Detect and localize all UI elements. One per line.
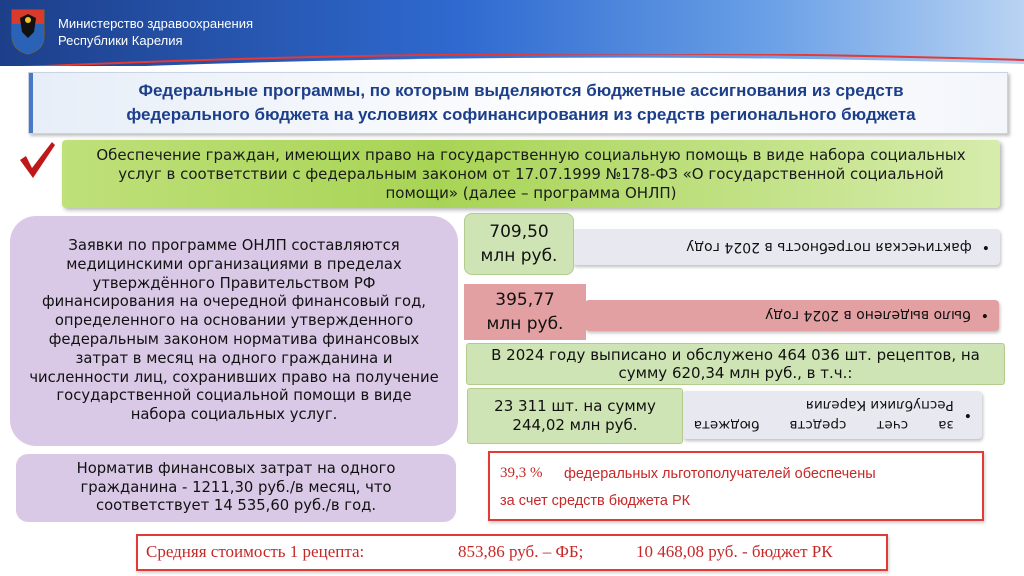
actual-need-unit: млн руб. <box>480 246 558 266</box>
actual-need-amount: 709,50 <box>489 222 549 242</box>
allocated-bar <box>585 300 999 331</box>
allocated-label: было выделено в 2024 году <box>765 307 971 324</box>
regional-budget-bar <box>682 391 982 439</box>
page-title-box <box>28 72 1008 134</box>
bullet-icon: • <box>981 239 990 255</box>
average-cost-regional: 10 468,08 руб. - бюджет РК <box>636 542 833 561</box>
page-title-line-1: Федеральные программы, по которым выделяются бюджетные ассигнования из средств <box>138 81 904 100</box>
coverage-line-2: за счет средств бюджета РК <box>500 493 691 509</box>
program-text: Обеспечение граждан, имеющих право на государственную социальную помощь в виде набора социальных услуг в соответствии с федеральным законом от 17.07.1999 №178-ФЗ «О государственной социальной помощи» (далее – программа ОНЛП) <box>96 145 966 202</box>
actual-need-value <box>464 213 574 275</box>
title-accent <box>29 73 33 133</box>
ministry-line-1: Министерство здравоохранения <box>58 16 253 31</box>
page-title-line-2: федерального бюджета на условиях софинансирования из средств регионального бюджета <box>126 105 916 124</box>
regional-budget-label: за счет средств бюджета Республики Карелия <box>693 397 954 433</box>
ministry-line-2: Республики Карелия <box>58 33 183 48</box>
coverage-percent: 39,3 % <box>500 465 543 481</box>
allocated-amount: 395,77 <box>495 290 555 310</box>
allocated-value <box>464 284 586 340</box>
coat-of-arms-icon <box>8 6 48 56</box>
regional-budget-amount: 23 311 шт. на сумму 244,02 млн руб. <box>494 397 656 434</box>
actual-need-bar <box>572 229 1000 265</box>
prescriptions-info <box>466 343 1005 385</box>
program-description <box>62 140 1000 208</box>
average-cost-federal: 853,86 руб. – ФБ; <box>458 542 584 561</box>
ministry-name <box>58 15 253 49</box>
applications-text: Заявки по программе ОНЛП составляются медицинскими организациями в пределах утверждённого Правительством РФ финансирования на очередной финансовый год, определенного на основании утвержденного федеральным законом норматива финансовых затрат в месяц на одного гражданина и численности лиц, сохранивших право на получение государственной социальной помощи в виде набора социальных услуг. <box>29 237 439 424</box>
page-title <box>41 79 1001 127</box>
coverage-note <box>488 451 984 521</box>
average-cost-box <box>136 534 888 571</box>
coverage-line-1: федеральных льготополучателей обеспечены <box>564 466 876 482</box>
applications-info <box>10 216 458 446</box>
normative-info <box>16 454 456 522</box>
allocated-unit: млн руб. <box>486 314 564 334</box>
average-cost-label: Средняя стоимость 1 рецепта: <box>146 542 365 561</box>
checkmark-icon <box>18 140 56 180</box>
bullet-icon: • <box>963 407 972 423</box>
bullet-icon: • <box>980 307 989 324</box>
header-curve <box>0 54 1024 66</box>
normative-text: Норматив финансовых затрат на одного гражданина - 1211,30 руб./в месяц, что соответствует 14 535,60 руб./в год. <box>76 459 396 515</box>
prescriptions-text: В 2024 году выписано и обслужено 464 036 шт. рецептов, на сумму 620,34 млн руб., в т.ч.: <box>491 346 980 382</box>
regional-budget-value <box>467 388 683 444</box>
header-banner <box>0 0 1024 66</box>
actual-need-label: фактическая потребность в 2024 году <box>686 239 972 255</box>
